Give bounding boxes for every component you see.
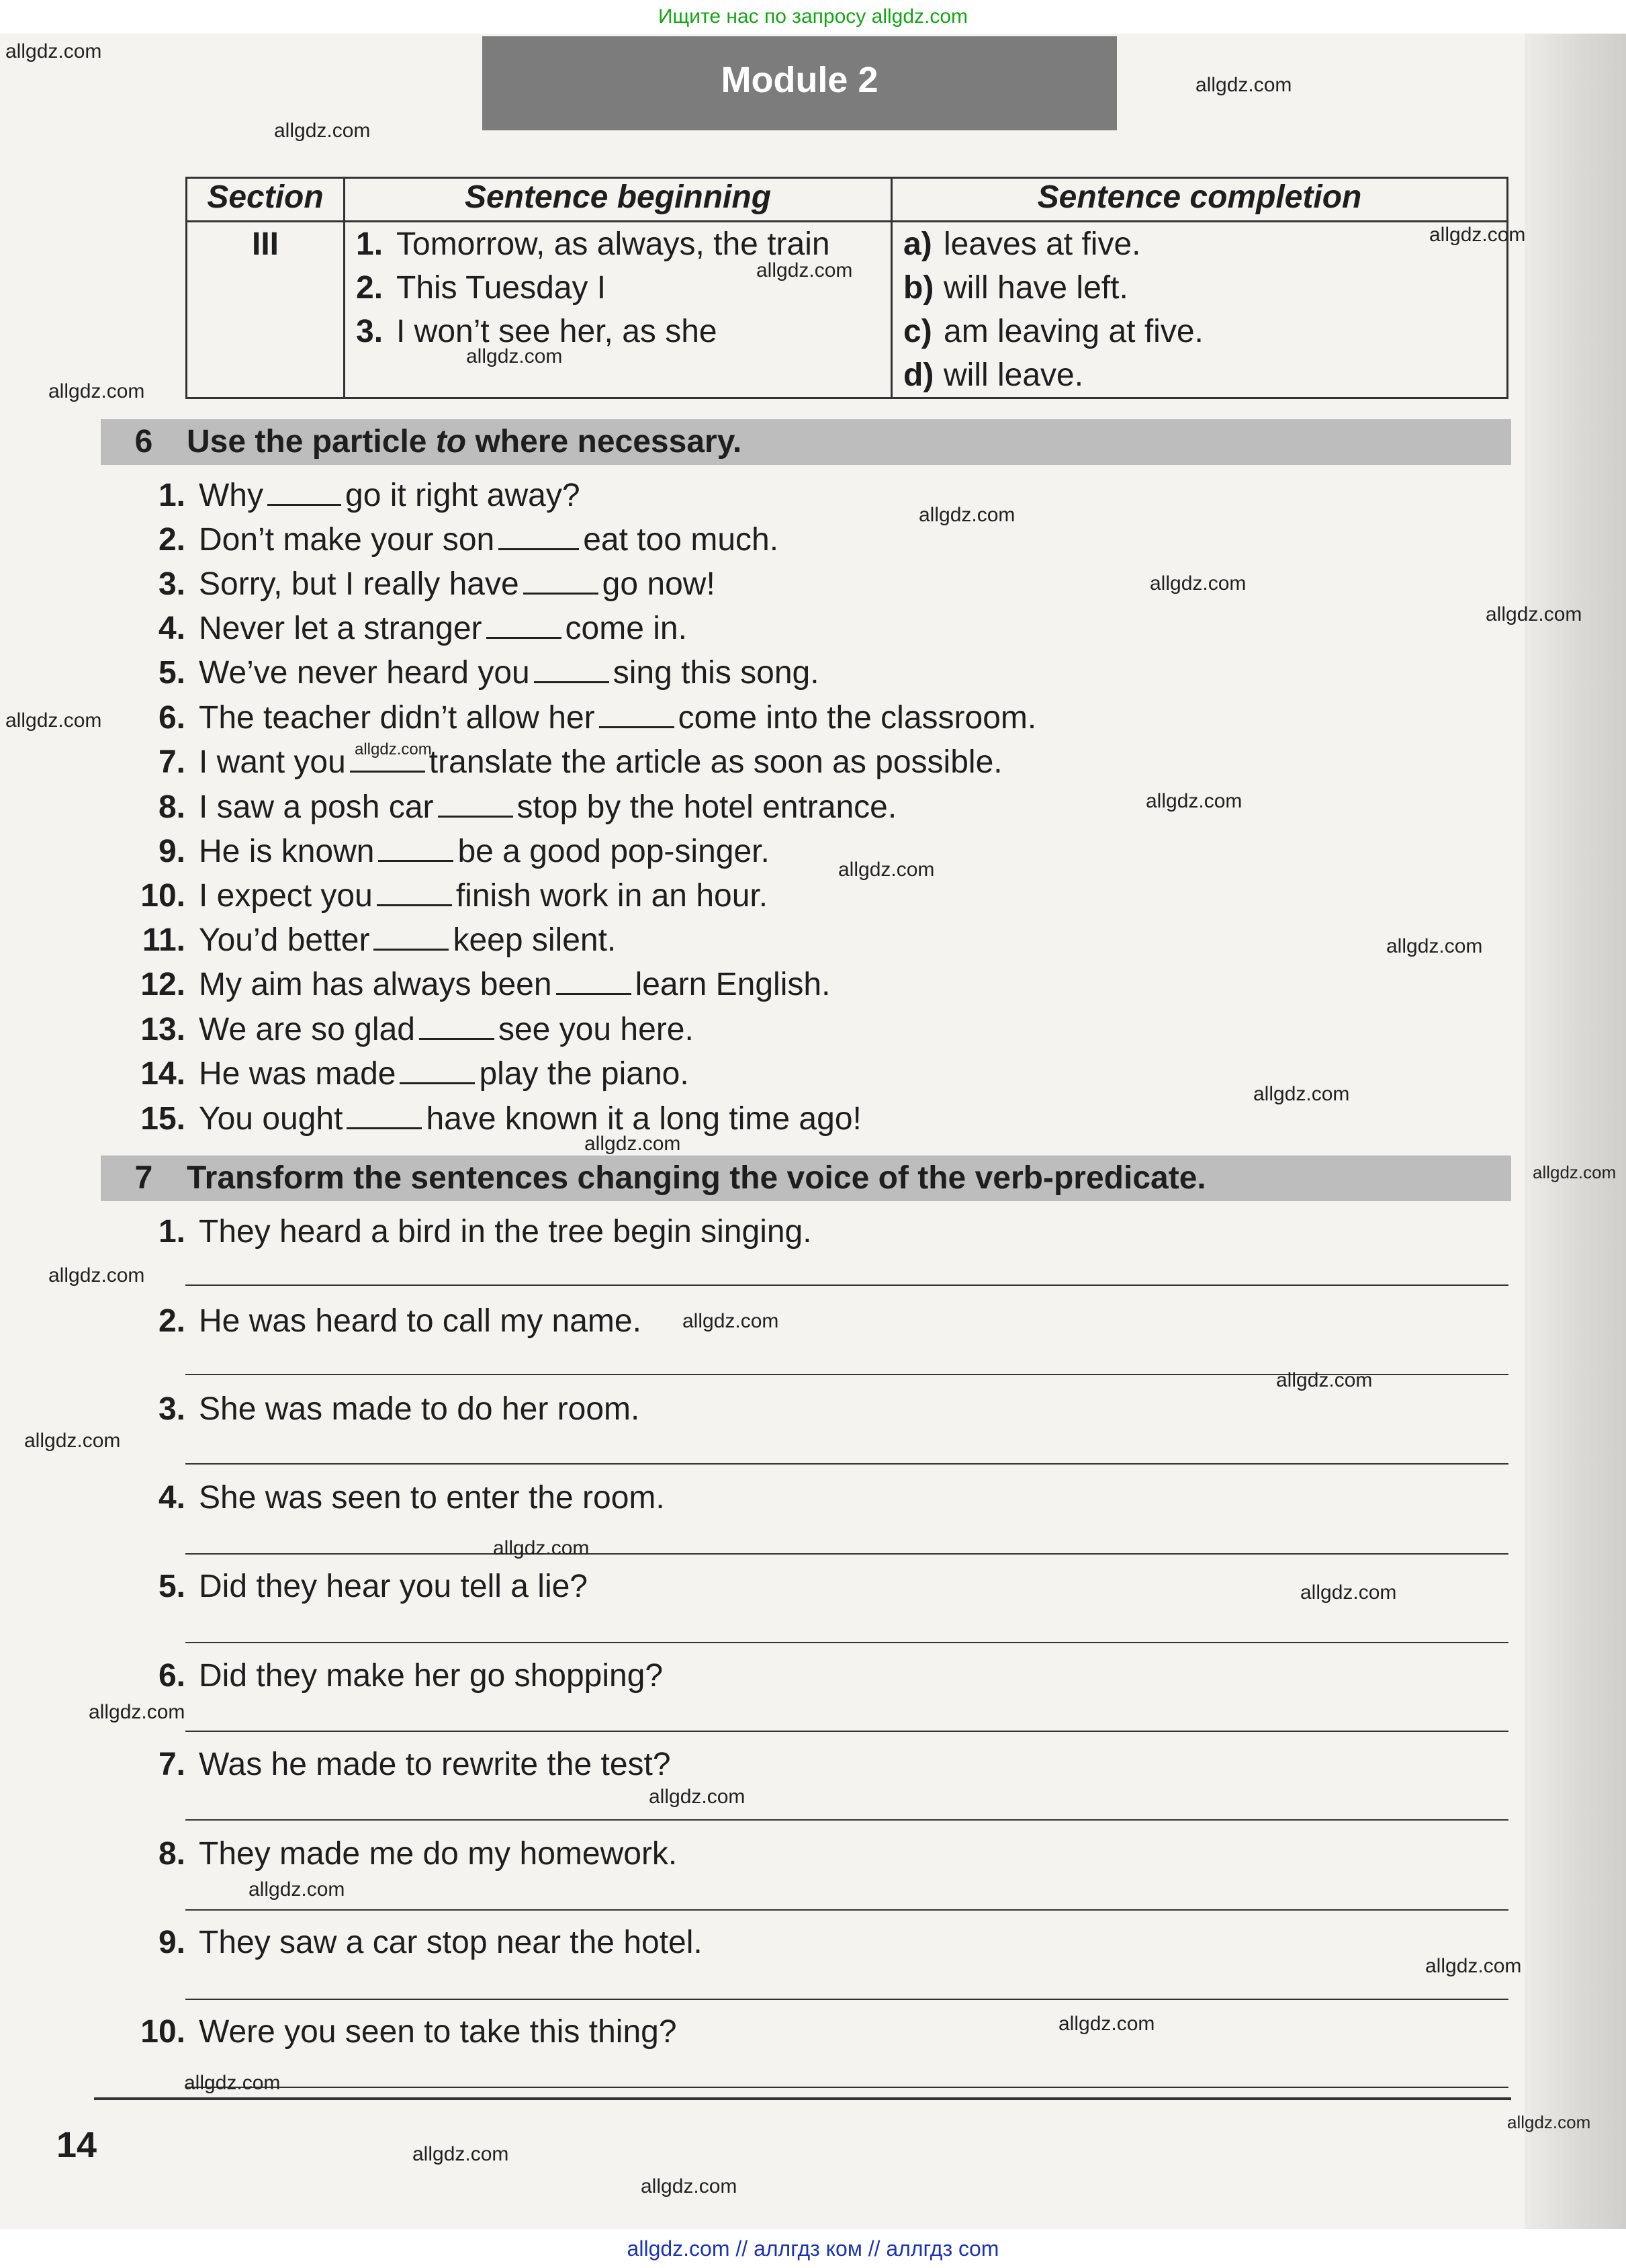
completion-letter: c) (903, 314, 932, 349)
watermark: allgdz.com (919, 504, 1015, 526)
item-text-after: eat too much. (583, 522, 779, 558)
exercise-number: 7 (134, 1160, 153, 1196)
item-number: 10. (140, 878, 185, 914)
list-item (128, 875, 768, 916)
item-number: 4. (158, 1480, 185, 1516)
watermark: allgdz.com (1195, 74, 1292, 96)
item-number: 8. (158, 1836, 185, 1872)
item-text: Were you seen to take this thing? (199, 2014, 677, 2050)
item-number: 12. (140, 967, 185, 1002)
item-number: 7. (158, 744, 185, 780)
item-text-after: come into the classroom. (678, 700, 1037, 736)
item-text-after: sing this song. (613, 655, 819, 691)
answer-line[interactable] (185, 1553, 1508, 1555)
page-number: 14 (56, 2125, 97, 2165)
item-number: 7. (158, 1747, 185, 1782)
item-text-before: Never let a stranger (199, 611, 482, 646)
item-number: 5. (158, 655, 185, 691)
item-number: 1. (158, 478, 185, 513)
list-item (128, 519, 778, 560)
item-number: 6. (158, 700, 185, 736)
answer-blank[interactable] (419, 1008, 494, 1040)
watermark: allgdz.com (1253, 1083, 1350, 1105)
watermark: allgdz.com (1533, 1162, 1617, 1182)
watermark: allgdz.com (1276, 1369, 1373, 1391)
list-item (128, 1834, 677, 1874)
item-number: 15. (140, 1101, 185, 1137)
item-text-before: He is known (199, 834, 375, 869)
exercise-6-header (101, 419, 1511, 465)
watermark: allgdz.com (1386, 935, 1483, 957)
item-number: 6. (158, 1658, 185, 1694)
header-section: Section (187, 178, 345, 222)
watermark: allgdz.com (89, 1701, 185, 1723)
beginning-num: 1. (356, 226, 383, 262)
item-number: 3. (158, 566, 185, 602)
item-number: 4. (158, 611, 185, 646)
beginning-row (356, 353, 880, 397)
watermark: allgdz.com (184, 2072, 281, 2094)
top-banner[interactable]: Ищите нас по запросу allgdz.com (0, 0, 1626, 34)
item-text-after: finish work in an hour. (455, 878, 768, 914)
answer-blank[interactable] (377, 875, 452, 906)
item-text-before: Don’t make your son (199, 522, 495, 558)
section-cell (187, 222, 345, 398)
watermark: allgdz.com (641, 2175, 737, 2197)
watermark: allgdz.com (48, 380, 145, 402)
item-text-before: Why (199, 478, 263, 513)
item-text-after: translate the article as soon as possible. (428, 744, 1003, 780)
exercise-title-pre: Use the particle (187, 424, 436, 460)
answer-blank[interactable] (556, 963, 631, 995)
beginning-row (356, 310, 880, 353)
item-text-before: He was made (199, 1056, 396, 1092)
answer-blank[interactable] (373, 919, 449, 951)
item-text: She was seen to enter the room. (199, 1480, 665, 1516)
item-text-before: We are so glad (199, 1012, 415, 1047)
completion-text: will have left. (944, 270, 1128, 306)
item-text: Did they make her go shopping? (199, 1658, 664, 1694)
item-text: She was made to do her room. (199, 1391, 640, 1427)
watermark: allgdz.com (682, 1310, 779, 1332)
header-beginning: Sentence beginning (345, 178, 892, 222)
completion-row (903, 353, 1496, 397)
watermark: allgdz.com (24, 1430, 121, 1452)
footer-rule (94, 2097, 1511, 2100)
list-item (128, 1008, 694, 1050)
item-number: 10. (140, 2014, 185, 2050)
completion-letter: a) (903, 226, 932, 262)
item-number: 1. (158, 1214, 185, 1250)
item-text: They heard a bird in the tree begin singing. (199, 1214, 812, 1250)
item-text-after: have known it a long time ago! (426, 1101, 862, 1137)
watermark: allgdz.com (5, 40, 102, 62)
list-item (128, 830, 770, 872)
list-item (128, 474, 580, 516)
list-item (128, 1745, 671, 1785)
answer-line[interactable] (185, 2087, 1508, 2088)
beginnings-cell (345, 222, 892, 398)
item-text-after: stop by the hotel entrance. (516, 789, 897, 825)
beginning-num: 2. (356, 270, 383, 306)
watermark: allgdz.com (584, 1133, 681, 1155)
beginning-text: Tomorrow, as always, the train (396, 226, 830, 262)
item-text: Was he made to rewrite the test? (199, 1747, 671, 1782)
exercise-7-header (101, 1155, 1511, 1201)
list-item (128, 1656, 663, 1696)
answer-blank[interactable] (486, 607, 561, 639)
item-text-after: keep silent. (453, 922, 617, 958)
item-number: 2. (158, 522, 185, 558)
watermark: allgdz.com (412, 2143, 509, 2165)
item-text-after: go it right away? (345, 478, 580, 513)
bottom-banner[interactable]: allgdz.com // аллгдз ком // аллгдз com (0, 2229, 1626, 2268)
item-text-after: play the piano. (479, 1056, 689, 1092)
answer-blank[interactable] (438, 786, 513, 818)
list-item (128, 652, 819, 693)
watermark: allgdz.com (274, 120, 371, 142)
item-text-after: learn English. (635, 967, 831, 1002)
beginning-text: I won’t see her, as she (396, 314, 717, 349)
completion-row (903, 266, 1496, 310)
answer-line[interactable] (185, 1909, 1508, 1911)
item-text: Did they hear you tell a lie? (199, 1569, 588, 1604)
answer-blank[interactable] (599, 697, 674, 728)
item-text: They made me do my homework. (199, 1836, 678, 1872)
answer-line[interactable] (185, 1731, 1508, 1732)
list-item (128, 1212, 812, 1252)
item-text-after: see you here. (498, 1012, 694, 1047)
watermark: allgdz.com (1429, 224, 1526, 246)
completion-row (903, 222, 1496, 266)
item-text-after: be a good pop-singer. (457, 834, 770, 869)
watermark: allgdz.com (1486, 603, 1582, 625)
list-item (128, 1301, 641, 1342)
list-item (128, 2012, 677, 2052)
item-text-before: I want you (199, 744, 346, 780)
list-item (128, 919, 616, 961)
completion-letter: d) (903, 357, 934, 393)
list-item (128, 786, 897, 828)
watermark: allgdz.com (1058, 2013, 1155, 2035)
watermark: allgdz.com (1507, 2112, 1591, 2132)
item-text: He was heard to call my name. (199, 1303, 641, 1339)
item-text-before: My aim has always been (199, 967, 552, 1002)
answer-line[interactable] (185, 1999, 1508, 2000)
item-number: 2. (158, 1303, 185, 1339)
answer-blank[interactable] (534, 652, 609, 683)
section-number: III (251, 226, 279, 262)
watermark: allgdz.com (249, 1878, 345, 1901)
item-number: 8. (158, 789, 185, 825)
watermark: allgdz.com (48, 1264, 145, 1286)
item-text-before: Sorry, but I really have (199, 566, 519, 602)
item-text-after: come in. (565, 611, 687, 646)
completion-letter: b) (903, 270, 934, 306)
header-completion: Sentence completion (892, 178, 1508, 222)
watermark: allgdz.com (649, 1786, 746, 1808)
exercise-number: 6 (134, 424, 153, 460)
item-number: 9. (158, 834, 185, 869)
completion-text: am leaving at five. (944, 314, 1204, 349)
list-item (128, 1478, 665, 1518)
item-number: 14. (140, 1056, 185, 1092)
watermark: allgdz.com (756, 259, 853, 281)
beginning-text: This Tuesday I (396, 270, 606, 306)
exercise-title-em: to (435, 424, 467, 460)
item-text-before: We’ve never heard you (199, 655, 530, 691)
answer-line[interactable] (185, 1819, 1508, 1821)
page-shadow (1525, 34, 1626, 2229)
list-item (128, 1098, 862, 1139)
item-number: 13. (140, 1012, 185, 1047)
list-item (128, 563, 715, 605)
item-text-before: You’d better (199, 922, 370, 958)
list-item (128, 607, 687, 649)
completion-text: will leave. (944, 357, 1084, 393)
item-text-before: I expect you (199, 878, 373, 914)
list-item (128, 1923, 703, 1963)
watermark: allgdz.com (5, 709, 102, 732)
watermark: allgdz.com (838, 859, 935, 881)
list-item (128, 741, 1003, 783)
answer-line[interactable] (185, 1284, 1508, 1286)
completions-cell (892, 222, 1508, 398)
watermark: allgdz.com (1300, 1581, 1397, 1604)
item-number: 3. (158, 1391, 185, 1427)
beginning-num: 3. (356, 314, 383, 349)
answer-line[interactable] (185, 1463, 1508, 1465)
answer-blank[interactable] (378, 830, 453, 862)
answer-blank[interactable] (267, 474, 341, 506)
completion-row (903, 310, 1496, 353)
exercise-title: Transform the sentences changing the voice of the verb-predicate. (187, 1160, 1206, 1196)
matching-table (185, 177, 1508, 399)
item-number: 9. (158, 1925, 185, 1960)
item-number: 11. (142, 922, 185, 958)
module-title: Module 2 (482, 36, 1117, 130)
watermark: allgdz.com (1146, 790, 1243, 812)
list-item (128, 963, 830, 1005)
watermark: allgdz.com (466, 345, 563, 367)
list-item (128, 1567, 588, 1607)
answer-blank[interactable] (400, 1053, 475, 1084)
answer-line[interactable] (185, 1642, 1508, 1643)
exercise-title-post: where necessary. (466, 424, 742, 460)
watermark: allgdz.com (1150, 572, 1247, 595)
watermark: allgdz.com (355, 740, 432, 758)
answer-blank[interactable] (498, 519, 579, 550)
item-number: 5. (158, 1569, 185, 1604)
watermark: allgdz.com (493, 1537, 590, 1559)
item-text-before: You ought (199, 1101, 343, 1137)
list-item (128, 697, 1036, 738)
item-text-before: I saw a posh car (199, 789, 434, 825)
completion-text: leaves at five. (944, 226, 1141, 262)
list-item (128, 1053, 689, 1094)
item-text-after: go now! (602, 566, 715, 602)
watermark: allgdz.com (1425, 1955, 1522, 1977)
item-text: They saw a car stop near the hotel. (199, 1925, 703, 1960)
item-text-before: The teacher didn’t allow her (199, 700, 595, 736)
answer-blank[interactable] (347, 1098, 422, 1129)
list-item (128, 1389, 639, 1430)
answer-blank[interactable] (523, 563, 598, 595)
